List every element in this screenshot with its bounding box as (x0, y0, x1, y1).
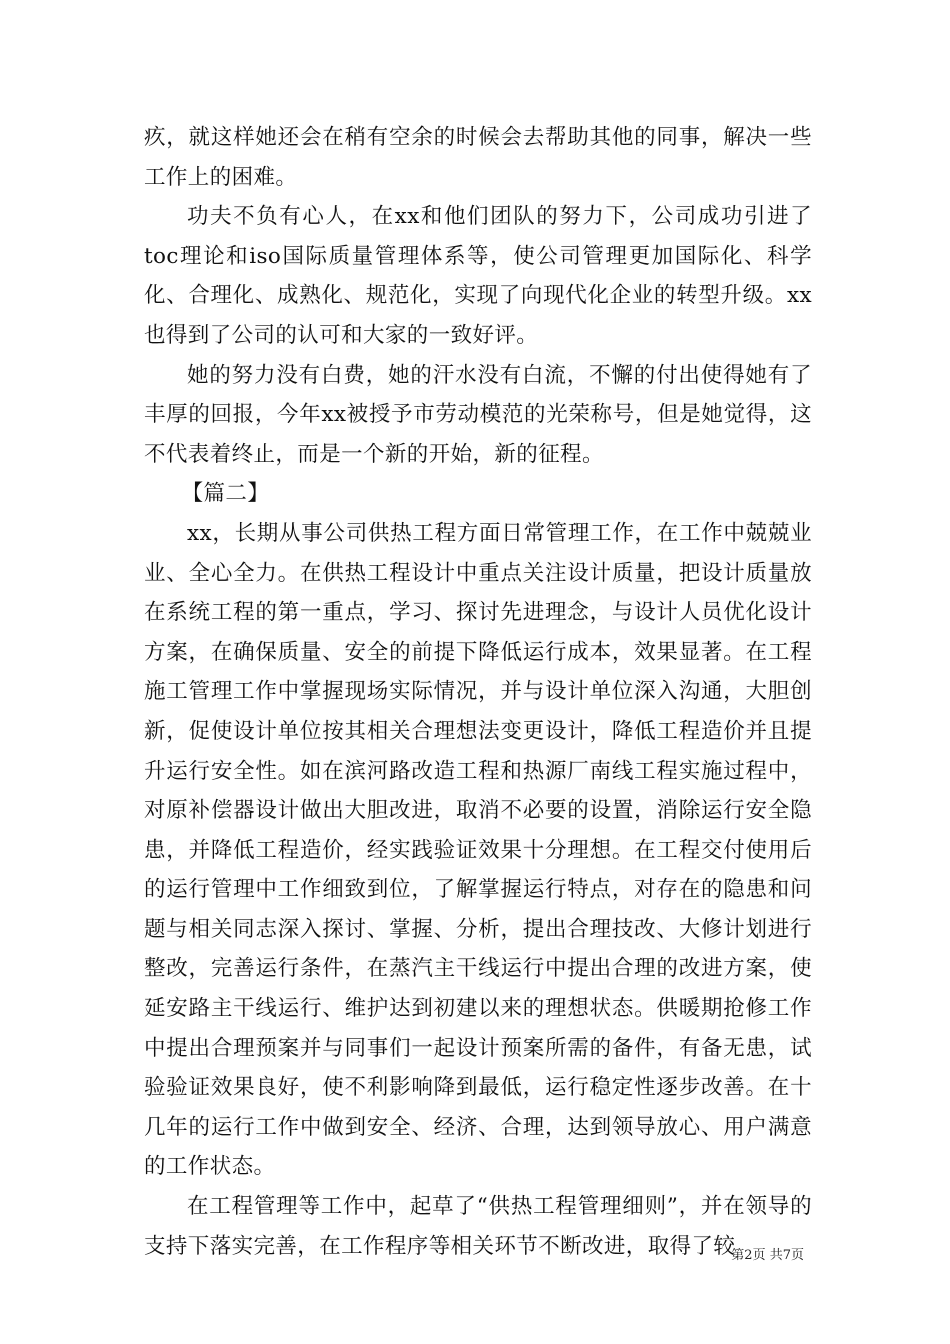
paragraph-success: 功夫不负有心人，在xx和他们团队的努力下，公司成功引进了toc理论和iso国际质量管理体系等，使公司管理更加国际化、科学化、合理化、成熟化、规范化，实现了向现代化企业的转型升级。xx也得到了公司的认可和大家的一致好评。 (144, 204, 812, 348)
paragraph-heating-management: xx，长期从事公司供热工程方面日常管理工作，在工作中兢兢业业、全心全力。在供热工程设计中重点关注设计质量，把设计质量放在系统工程的第一重点，学习、探讨先进理念，与设计人员优化设计方案，在确保质量、安全的前提下降低运行成本，效果显著。在工程施工管理工作中掌握现场实际情况，并与设计单位深入沟通，大胆创新，促使设计单位按其相关合理想法变更设计，降低工程造价并且提升运行安全性。如在滨河路改造工程和热源厂南线工程实施过程中，对原补偿器设计做出大胆改进，取消不必要的设置，消除运行安全隐患，并降低工程造价，经实践验证效果十分理想。在工程交付使用后的运行管理中工作细致到位，了解掌握运行特点，对存在的隐患和问题与相关同志深入探讨、掌握、分析，提出合理技改、大修计划进行整改，完善运行条件，在蒸汽主干线运行中提出合理的改进方案，使延安路主干线运行、维护达到初建以来的理想状态。供暖期抢修工作中提出合理预案并与同事们一起设计预案所需的备件，有备无患，试验验证效果良好，使不利影响降到最低，运行稳定性逐步改善。在十几年的运行工作中做到安全、经济、合理，达到领导放心、用户满意的工作状态。 (144, 520, 812, 1180)
continuation-paragraph: 疚，就这样她还会在稍有空余的时候会去帮助其他的同事，解决一些工作上的困难。 (144, 125, 812, 190)
footer-total-pages: 7 (782, 1248, 791, 1263)
footer-middle: 页 共 (752, 1248, 783, 1263)
paragraph-honor: 她的努力没有白费，她的汗水没有白流，不懈的付出使得她有了丰厚的回报，今年xx被授予市劳动模范的光荣称号，但是她觉得，这不代表着终止，而是一个新的开始，新的征程。 (144, 362, 812, 467)
footer-prefix: 第 (731, 1248, 745, 1263)
paragraph-engineering-rules: 在工程管理等工作中，起草了“供热工程管理细则”，并在领导的支持下落实完善，在工作程序等相关环节不断改进，取得了较 (144, 1194, 812, 1259)
page-footer (731, 1244, 804, 1263)
footer-suffix: 页 (790, 1248, 804, 1263)
footer-current-page: 2 (744, 1248, 753, 1263)
section-heading: 【篇二】 (181, 481, 270, 507)
document-body (144, 118, 812, 1266)
